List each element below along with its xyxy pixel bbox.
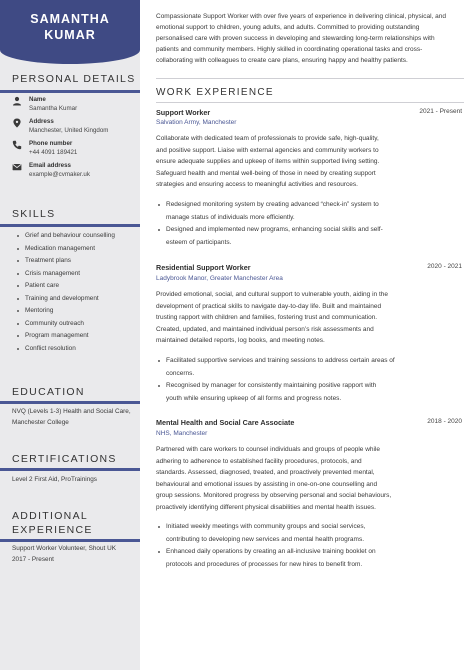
job-date: 2018 - 2020 (427, 418, 462, 425)
address-value: Manchester, United Kingdom (29, 127, 109, 134)
person-icon (12, 96, 22, 106)
job-bullet-line: protocols and procedures of processes for new hires to benefit from. (166, 560, 363, 568)
bullet-dot (17, 298, 19, 300)
phone-label: Phone number (29, 140, 73, 147)
job-description-line: and positive support. Liaise with external agencies and community workers to (156, 146, 379, 154)
job-description-line: behavioural and emotional issues by assisting in one-on-one counselling and (156, 480, 378, 488)
address-label: Address (29, 118, 54, 125)
bullet-dot (17, 273, 19, 275)
job-title: Mental Health and Social Care Associate (156, 418, 295, 427)
skill-item: Community outreach (25, 319, 84, 327)
education-heading: EDUCATION (12, 386, 85, 398)
job-description-line: development of practical skills to navigate day-to-day life. Built and maintained (156, 302, 382, 310)
personal-details-heading: PERSONAL DETAILS (12, 73, 136, 85)
certification-line: Level 2 First Aid, ProTrainings (12, 476, 98, 483)
summary-line: personalised care with proven success in developing and stewarding long-term relationships with (156, 35, 435, 42)
name-label: Name (29, 96, 46, 103)
section-divider (0, 539, 140, 542)
certifications-heading: CERTIFICATIONS (12, 453, 117, 465)
job-description-line: Collaborate with dedicated team of professionals to provide safe, high-quality, (156, 135, 379, 142)
job-description-line: Created, updated, and maintained individual person’s risk assessments and (156, 325, 374, 333)
section-divider (0, 90, 140, 93)
skill-item: Training and development (25, 294, 99, 302)
sidebar (0, 0, 140, 670)
additional-line: 2017 - Present (12, 556, 54, 563)
job-description-line: adhering to adherence to established facility procedures, protocols, and (156, 457, 362, 465)
job-company: Salvation Army, Manchester (156, 119, 237, 126)
name-value: Samantha Kumar (29, 105, 78, 112)
envelope-icon (12, 162, 22, 172)
bullet-dot (17, 323, 19, 325)
additional-line: Support Worker Volunteer, Shout UK (12, 545, 116, 552)
job-date: 2020 - 2021 (427, 263, 462, 270)
job-bullet-line: manage status of individuals more efficiently. (166, 213, 295, 221)
job-description-line: trusting rapport with children and families, fostering trust and communication. (156, 314, 378, 321)
bullet-dot (158, 229, 160, 231)
summary-line: emotional support to children, young adults, and adults. Committed to providing outstanding (156, 24, 420, 31)
job-date: 2021 - Present (419, 108, 462, 115)
phone-value: +44 4091 189421 (29, 149, 78, 156)
job-description-line: group sessions. Monitored progress by observing personal and social behaviours, (156, 492, 392, 499)
skill-item: Program management (25, 332, 89, 339)
job-bullet-line: youth while ensuring upkeep of all forms and progress notes. (166, 394, 342, 402)
job-description-line: proactively identifying different physical disabilities and mental health issues. (156, 503, 376, 511)
job-bullet-line: Enhanced daily operations by creating an all-inclusive training booklet on (166, 548, 376, 555)
job-title: Residential Support Worker (156, 263, 251, 272)
bullet-dot (17, 260, 19, 262)
bullet-dot (17, 235, 19, 237)
skill-item: Crisis management (25, 269, 81, 277)
name-first: SAMANTHA (30, 12, 110, 26)
additional-heading: EXPERIENCE (12, 524, 93, 536)
work-experience-heading: WORK EXPERIENCE (156, 87, 274, 98)
job-title: Support Worker (156, 108, 211, 117)
job-description-line: Safeguard health and mental well-being of those in need by creating support (156, 169, 376, 177)
skill-item: Medication management (25, 244, 95, 252)
bullet-dot (158, 526, 160, 528)
education-line: NVQ (Levels 1-3) Health and Social Care, (12, 408, 131, 415)
skill-item: Patient care (25, 282, 60, 289)
job-bullet-line: Redesigned monitoring system by creating advanced “check-in” system to (166, 201, 379, 208)
section-rule (156, 78, 464, 79)
email-label: Email address (29, 162, 71, 169)
bullet-dot (17, 310, 19, 312)
job-description-line: maintained detailed reports, log books, and meeting notes. (156, 337, 325, 344)
job-bullet-line: Recognised by manager for consistently maintaining positive rapport with (166, 382, 377, 389)
job-bullet-line: Facilitated supportive services and training sessions to address certain areas of (166, 357, 395, 364)
job-company: NHS, Manchester (156, 430, 208, 437)
skill-item: Treatment plans (25, 257, 71, 264)
bullet-dot (158, 360, 160, 362)
job-description-line: strategies and ensuring access to meaningful activities and resources. (156, 181, 358, 188)
email-value: example@cvmaker.uk (29, 171, 90, 178)
bullet-dot (17, 348, 19, 350)
job-description-line: ensure adequate supplies and upkeep of items within supported living setting. (156, 158, 380, 165)
job-description-line: Partnered with care workers to counsel individuals and groups of people while (156, 446, 381, 453)
summary-line: Compassionate Support Worker with over five years of experience in delivering clinical, physical, and (156, 13, 446, 20)
section-divider (0, 468, 140, 471)
skills-heading: SKILLS (12, 208, 56, 220)
summary-line: collaborating with colleagues to create care plans, ensuring happy and healthy patients. (156, 57, 408, 64)
bullet-dot (17, 248, 19, 250)
bullet-dot (17, 335, 19, 337)
bullet-dot (158, 204, 160, 206)
job-company: Ladybrook Manor, Greater Manchester Area (156, 275, 283, 282)
name-last: KUMAR (44, 28, 96, 42)
section-divider (0, 401, 140, 404)
job-bullet-line: Designed and implemented new programs, enhancing social skills and self- (166, 226, 383, 233)
job-description-line: standards. Assessed, diagnosed, treated, and proactively prevented mental, (156, 469, 375, 476)
phone-icon (12, 140, 22, 150)
job-bullet-line: esteem of participants. (166, 238, 232, 246)
bullet-dot (158, 551, 160, 553)
job-bullet-line: concerns. (166, 369, 195, 377)
name-banner (0, 0, 140, 64)
bullet-dot (158, 385, 160, 387)
section-rule (156, 102, 464, 103)
skill-item: Grief and behaviour counselling (25, 232, 115, 239)
location-pin-icon (12, 118, 22, 128)
education-line: Manchester College (12, 419, 69, 426)
additional-heading: ADDITIONAL (12, 510, 89, 522)
section-divider (0, 224, 140, 227)
job-bullet-line: Initiated weekly meetings with community groups and social services, (166, 523, 366, 530)
summary-line: patients and community members. Highly skilled in coordinating operational tasks and cross- (156, 46, 423, 53)
bullet-dot (17, 285, 19, 287)
skill-item: Conflict resolution (25, 344, 76, 352)
skill-item: Mentoring (25, 307, 54, 314)
job-description-line: Provided emotional, social, and cultural support to vulnerable youth, aiding in the (156, 291, 388, 298)
job-bullet-line: contributing to developing new services and mental health programs. (166, 535, 365, 543)
